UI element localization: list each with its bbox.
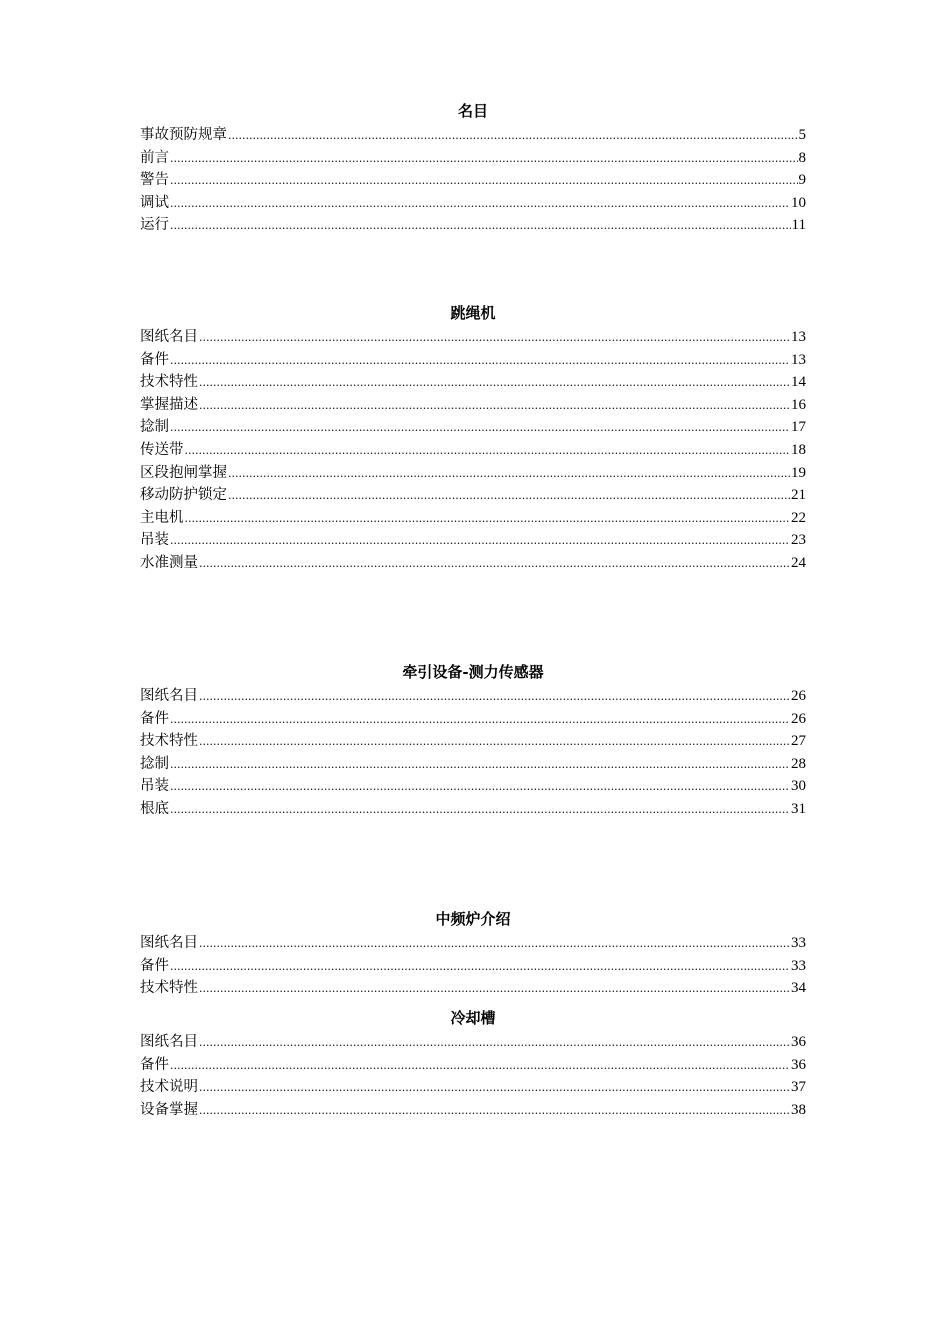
toc-entry-label: 备件 — [140, 710, 169, 727]
toc-entry-label: 主电机 — [140, 509, 184, 526]
toc-entry[interactable] — [140, 192, 806, 215]
toc-entry[interactable] — [140, 977, 806, 1000]
leader-dots — [199, 731, 790, 754]
toc-entry-page: 18 — [791, 441, 806, 458]
toc-entry-label: 设备掌握 — [140, 1101, 198, 1118]
toc-entry-label: 图纸名目 — [140, 329, 198, 345]
toc-entry[interactable] — [140, 685, 806, 708]
toc-section-traction-load-cell — [140, 662, 806, 821]
toc-entry[interactable] — [140, 326, 806, 349]
toc-section-skipping-machine — [140, 303, 806, 575]
toc-entry-page: 16 — [791, 396, 806, 413]
leader-dots — [228, 463, 790, 486]
toc-entry-page: 26 — [791, 688, 806, 704]
toc-entry-page: 27 — [791, 733, 806, 750]
toc-entry-label: 技术特性 — [140, 374, 198, 391]
leader-dots — [199, 978, 790, 1001]
leader-dots — [170, 170, 798, 193]
leader-dots — [170, 1055, 790, 1078]
toc-entry-page: 26 — [791, 710, 806, 727]
toc-entry[interactable] — [140, 753, 806, 776]
toc-entry[interactable] — [140, 462, 806, 485]
toc-entry-label: 运行 — [140, 217, 169, 234]
leader-dots — [170, 956, 790, 979]
toc-entry-page: 33 — [791, 957, 806, 974]
leader-dots — [170, 799, 790, 822]
section-title: 跳绳机 — [450, 304, 496, 322]
toc-entry-label: 图纸名目 — [140, 935, 198, 951]
toc-entry-label: 警告 — [140, 172, 169, 189]
toc-entry-label: 技术特性 — [140, 980, 198, 997]
toc-entry-label: 备件 — [140, 957, 169, 974]
toc-entry[interactable] — [140, 484, 806, 507]
toc-entry[interactable] — [140, 932, 806, 955]
toc-entry[interactable] — [140, 529, 806, 552]
toc-section-induction-furnace — [140, 909, 806, 1000]
leader-dots — [170, 417, 790, 440]
toc-section-contents — [140, 101, 806, 237]
toc-entry[interactable] — [140, 775, 806, 798]
leader-dots — [170, 193, 790, 216]
leader-dots — [199, 933, 790, 956]
toc-entry-label: 移动防护锁定 — [140, 487, 227, 504]
toc-entry-label: 调试 — [140, 194, 169, 211]
leader-dots — [170, 148, 798, 171]
toc-entry-label: 技术特性 — [140, 733, 198, 750]
leader-dots — [170, 709, 790, 732]
leader-dots — [199, 553, 790, 576]
leader-dots — [199, 686, 790, 709]
toc-entry-label: 前言 — [140, 149, 169, 166]
toc-entry[interactable] — [140, 798, 806, 821]
toc-entry[interactable] — [140, 416, 806, 439]
toc-entry-page: 8 — [798, 149, 806, 166]
toc-entry-page: 33 — [791, 935, 806, 951]
toc-entry-page: 13 — [791, 329, 806, 345]
leader-dots — [170, 776, 790, 799]
leader-dots — [228, 125, 798, 148]
toc-entry-page: 36 — [791, 1056, 806, 1073]
toc-entry-page: 9 — [798, 172, 806, 189]
section-title: 中频炉介绍 — [435, 910, 511, 928]
toc-entry-page: 21 — [791, 487, 806, 504]
leader-dots — [185, 508, 791, 531]
toc-entry[interactable] — [140, 371, 806, 394]
toc-entry-label: 区段抱闸掌握 — [140, 464, 227, 481]
toc-entry[interactable] — [140, 147, 806, 170]
toc-entry[interactable] — [140, 708, 806, 731]
toc-entry-page: 37 — [791, 1079, 806, 1096]
toc-entry-label: 根底 — [140, 800, 169, 817]
toc-entry-label: 掌握描述 — [140, 396, 198, 413]
toc-entry[interactable] — [140, 507, 806, 530]
leader-dots — [185, 440, 791, 463]
leader-dots — [170, 754, 790, 777]
toc-entry-page: 23 — [791, 532, 806, 549]
toc-entry-page: 22 — [791, 509, 806, 526]
toc-entry-page: 31 — [791, 800, 806, 817]
toc-entry-page: 13 — [791, 351, 806, 368]
toc-entry-page: 34 — [791, 980, 806, 997]
toc-entry-label: 吊装 — [140, 532, 169, 549]
toc-entry-page: 5 — [798, 127, 806, 143]
toc-entry-label: 传送带 — [140, 441, 184, 458]
toc-entry-page: 24 — [791, 554, 806, 571]
section-title: 名目 — [457, 102, 488, 120]
toc-entry[interactable] — [140, 439, 806, 462]
leader-dots — [170, 350, 790, 373]
toc-entry[interactable] — [140, 1099, 806, 1122]
toc-entry-label: 事故预防规章 — [140, 127, 227, 143]
toc-entry-page: 28 — [791, 755, 806, 772]
toc-entry-page: 36 — [791, 1034, 806, 1050]
toc-entry-label: 备件 — [140, 1056, 169, 1073]
toc-entry[interactable] — [140, 169, 806, 192]
toc-entry-page: 30 — [791, 778, 806, 795]
toc-entry-label: 吊装 — [140, 778, 169, 795]
toc-entry-label: 备件 — [140, 351, 169, 368]
section-title: 牵引设备-测力传感器 — [402, 663, 544, 681]
leader-dots — [199, 1032, 790, 1055]
toc-entry-page: 11 — [791, 217, 806, 234]
toc-entry-page: 19 — [791, 464, 806, 481]
toc-entry-label: 技术说明 — [140, 1079, 198, 1096]
toc-entry-page: 17 — [791, 419, 806, 436]
toc-entry[interactable] — [140, 349, 806, 372]
toc-entry-label: 捻制 — [140, 755, 169, 772]
toc-entry[interactable] — [140, 394, 806, 417]
leader-dots — [228, 485, 790, 508]
toc-section-cooling-trough — [140, 1008, 806, 1121]
toc-entry[interactable] — [140, 1076, 806, 1099]
toc-entry-page: 10 — [791, 194, 806, 211]
leader-dots — [199, 327, 790, 350]
toc-entry[interactable] — [140, 124, 806, 147]
toc-entry[interactable] — [140, 1031, 806, 1054]
toc-entry-label: 图纸名目 — [140, 688, 198, 704]
toc-entry-page: 14 — [791, 374, 806, 391]
leader-dots — [170, 215, 791, 238]
toc-entry-page: 38 — [791, 1101, 806, 1118]
section-title: 冷却槽 — [450, 1009, 496, 1027]
leader-dots — [170, 530, 790, 553]
leader-dots — [199, 1100, 790, 1123]
toc-entry[interactable] — [140, 214, 806, 237]
toc-entry[interactable] — [140, 552, 806, 575]
toc-entry[interactable] — [140, 730, 806, 753]
toc-entry[interactable] — [140, 1054, 806, 1077]
leader-dots — [199, 372, 790, 395]
toc-entry-label: 图纸名目 — [140, 1034, 198, 1050]
leader-dots — [199, 1077, 790, 1100]
leader-dots — [199, 395, 790, 418]
toc-entry[interactable] — [140, 955, 806, 978]
toc-entry-label: 水准测量 — [140, 554, 198, 571]
toc-entry-label: 捻制 — [140, 419, 169, 436]
